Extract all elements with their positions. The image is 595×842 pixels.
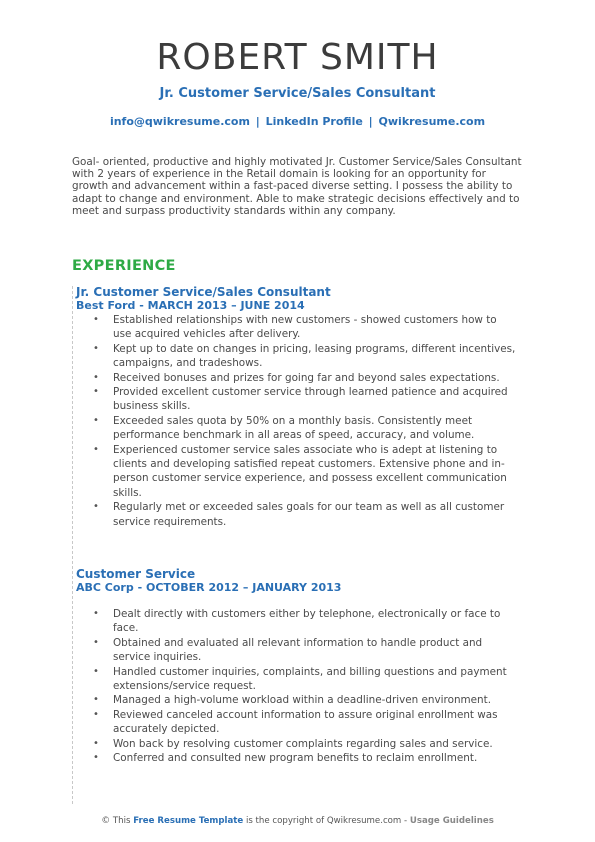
list-item: [76, 708, 516, 737]
bullet-icon: •: [93, 414, 99, 426]
footer: [0, 816, 595, 826]
job-title: Customer Service: [76, 567, 196, 581]
meta-dash: -: [139, 299, 148, 312]
list-item: [76, 443, 516, 501]
list-item: [76, 342, 516, 371]
bullet-icon: •: [93, 501, 99, 513]
list-item: [76, 607, 516, 636]
job-entry: [76, 285, 516, 529]
bullet-icon: •: [93, 443, 99, 455]
list-item: [76, 751, 516, 765]
job-entry: [76, 567, 516, 765]
job-period: OCTOBER 2012 – JANUARY 2013: [145, 581, 342, 594]
timeline-divider: [72, 286, 73, 804]
duty-text: Conferred and consulted new program benefits to reclaim enrollment.: [113, 752, 478, 765]
job-title-heading: Jr. Customer Service/Sales Consultant: [159, 86, 436, 101]
contact-separator: |: [255, 115, 260, 128]
duties-list: [76, 313, 516, 529]
footer-dash: -: [404, 816, 408, 826]
list-item: [76, 385, 516, 414]
copyright-icon: ©: [101, 816, 111, 826]
duty-text: Received bonuses and prizes for going far and beyond sales expectations.: [113, 371, 500, 384]
job-meta: [76, 299, 516, 313]
bullet-icon: •: [93, 342, 99, 354]
list-item: [76, 737, 516, 751]
duty-text: Reviewed canceled account information to assure original enrollment was accurately depicted.: [113, 708, 498, 736]
duties-list: [76, 607, 516, 765]
duty-text: Won back by resolving customer complaints regarding sales and service.: [113, 737, 493, 750]
list-item: [76, 371, 516, 385]
duty-text: Established relationships with new customers - showed customers how to use acquired vehicles after delivery.: [113, 314, 497, 341]
bullet-icon: •: [93, 694, 99, 706]
summary-paragraph: Goal- oriented, productive and highly motivated Jr. Customer Service/Sales Consultant with 2 years of experience in the Retail domain is looking for an opportunity for growth and advancement within a fast-paced diverse setting. I possess the ability to adapt to change and environment. Able to make strategic decisions effectively and to meet and surpass productivity standards within any company.: [72, 156, 522, 217]
email-link[interactable]: info@qwikresume.com: [109, 115, 250, 128]
duty-text: Kept up to date on changes in pricing, leasing programs, different incentives, campaigns, and tradeshows.: [113, 342, 516, 370]
candidate-name: ROBERT SMITH: [156, 37, 439, 78]
job-meta: [76, 581, 516, 595]
footer-prefix: This: [112, 816, 131, 826]
contact-line: [0, 115, 595, 128]
duty-text: Exceeded sales quota by 50% on a monthly basis. Consistently meet performance benchmark in all areas of speed, accuracy, and volume.: [113, 414, 475, 442]
duty-text: Obtained and evaluated all relevant information to handle product and service inquiries.: [113, 636, 483, 664]
bullet-icon: •: [93, 314, 99, 325]
free-resume-template-link[interactable]: Free Resume Template: [133, 816, 244, 826]
list-item: [76, 693, 516, 707]
bullet-icon: •: [93, 665, 99, 677]
duty-text: Dealt directly with customers either by telephone, electronically or face to face.: [113, 608, 501, 635]
meta-dash: -: [137, 581, 146, 594]
duty-text: Managed a high-volume workload within a deadline-driven environment.: [113, 694, 492, 707]
list-item: [76, 313, 516, 342]
contact-separator: |: [368, 115, 373, 128]
bullet-icon: •: [93, 608, 99, 619]
bullet-icon: •: [93, 371, 99, 383]
bullet-icon: •: [93, 636, 99, 648]
linkedin-link[interactable]: LinkedIn Profile: [265, 115, 363, 128]
bullet-icon: •: [93, 386, 99, 398]
website-link[interactable]: Qwikresume.com: [378, 115, 486, 128]
company-name: ABC Corp: [76, 581, 134, 594]
job-period: MARCH 2013 – JUNE 2014: [147, 299, 305, 312]
footer-middle: is the copyright of Qwikresume.com: [245, 816, 402, 826]
company-name: Best Ford: [76, 299, 136, 312]
list-item: [76, 500, 516, 529]
list-item: [76, 636, 516, 665]
list-item: [76, 414, 516, 443]
duty-text: Experienced customer service sales associate who is adept at listening to clients and developing satisfied repeat customers. Extensive phone and in-person customer service experience, and possess excellent communication skills.: [113, 443, 507, 499]
list-item: [76, 665, 516, 694]
bullet-icon: •: [93, 737, 99, 749]
job-title: Jr. Customer Service/Sales Consultant: [76, 285, 331, 299]
experience-section-title: EXPERIENCE: [72, 258, 176, 274]
duty-text: Handled customer inquiries, complaints, and billing questions and payment extensions/service request.: [113, 665, 507, 693]
duty-text: Provided excellent customer service through learned patience and acquired business skills.: [113, 386, 508, 413]
bullet-icon: •: [93, 708, 99, 720]
bullet-icon: •: [93, 752, 99, 764]
duty-text: Regularly met or exceeded sales goals for our team as well as all customer service requirements.: [113, 501, 505, 528]
usage-guidelines-link[interactable]: Usage Guidelines: [409, 816, 494, 826]
